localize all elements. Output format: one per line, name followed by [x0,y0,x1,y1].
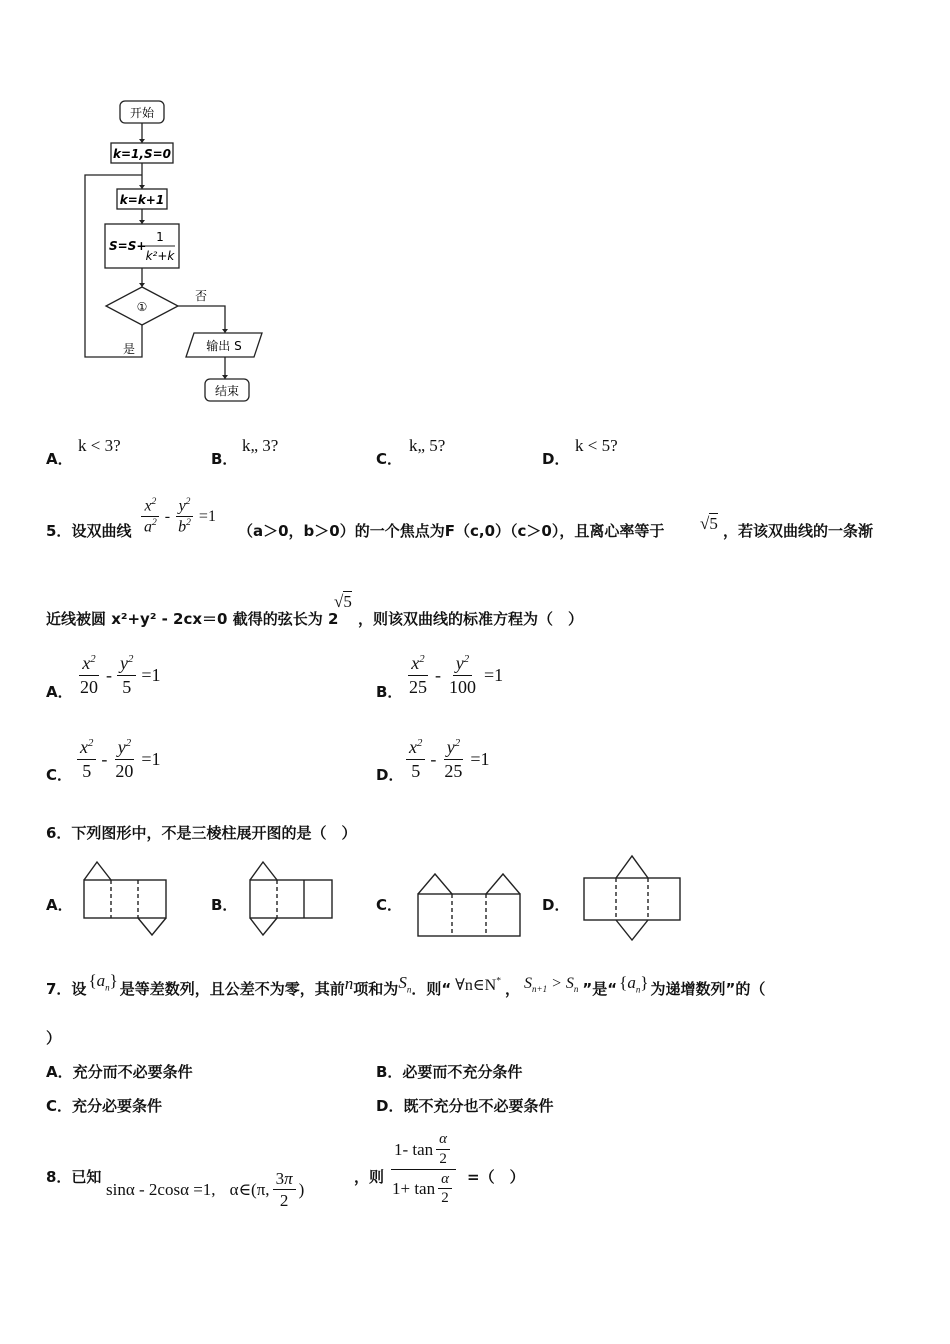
q5-option-a-eq: $\frac{x^2}{20}$ - $\frac{y^2}{5}$ =1 [80,653,161,697]
q5-option-b-eq: $\frac{x^2}{25}$ - $\frac{y^2}{100}$ =1 [409,653,504,697]
q7-option-d: D．既不充分也不必要条件 [376,1097,554,1115]
q5-sqrt5-chord: √5 [334,592,352,611]
flow-sum-den: k²+k [145,249,175,263]
flow-no-label: 否 [195,289,208,303]
q5-option-c-eq: $\frac{x^2}{5}$ - $\frac{y^2}{20}$ =1 [74,736,163,782]
q5-option-b-label: B． [376,683,403,701]
q5-condition: （a＞0，b＞0）的一个焦点为F（c,0）（c＞0），且离心率等于 [238,522,665,540]
flow-condition-text: ① [136,300,148,314]
flow-sum-num: 1 [156,230,164,244]
q4-option-a-expr: k < 3? [78,436,121,455]
q4-option-c-expr: k„ 5? [409,436,446,455]
q5-option-c-label: C． [46,766,73,784]
q8-intro: 8．已知 [46,1168,102,1186]
q4-option-b-label: B． [211,450,238,468]
flow-step-text: k=k+1 [119,193,165,207]
q5-option-d-eq: $\frac{x^2}{5}$ - $\frac{y^2}{25}$ =1 [403,736,492,782]
q6-option-c-label: C． [376,896,403,914]
q5-hyperbola-eq: $\frac{x^2}{a^2}$ - $\frac{y^2}{b^2}$ =1 [138,496,218,538]
q5-option-a-label: A． [46,683,73,701]
flow-sum-prefix: S=S+ [109,239,147,253]
q6-option-d-label: D． [542,896,570,914]
q7-option-c: C．充分必要条件 [46,1097,163,1115]
q7-option-a: A．充分而不必要条件 [46,1063,193,1081]
flow-output-text: 输出 S [206,339,242,353]
q5-intro: 5．设双曲线 [46,522,132,540]
q8-tail: =（ ） [467,1168,525,1186]
q5-tail: ，若该双曲线的一条渐 [723,522,874,540]
flowchart [75,95,275,410]
q8-condition: sinα - 2cosα =1, α∈(π, $\frac{3\pi}{2}$ ) [106,1169,305,1211]
flow-start-text: 开始 [129,106,155,120]
q5-sqrt5: √5 [700,514,718,533]
flow-init-text: k=1,S=0 [113,147,171,161]
q4-option-b-expr: k„ 3? [242,436,279,455]
q4-option-d-expr: k < 5? [575,436,618,455]
q8-tan-fraction: 1- tan $\frac{\alpha}{2}$ 1+ tan $\frac{\alpha}{2}$ [386,1130,461,1208]
q4-option-d-label: D． [542,450,570,468]
q6-net-c [414,868,524,940]
q5-line2-b: ，则该双曲线的标准方程为（ ） [358,610,584,628]
q5-line2-a: 近线被圆 x²+y² - 2cx＝0 截得的弦长为 2 [46,610,339,628]
q6-net-b [246,858,336,940]
q8-then: ，则 [354,1168,385,1186]
q6-net-d [580,852,690,944]
flow-yes-label: 是 [123,342,136,356]
q6-option-b-label: B． [211,896,238,914]
q6-question: 6．下列图形中，不是三棱柱展开图的是（ ） [46,824,357,842]
flow-end-text: 结束 [214,384,240,398]
q4-option-c-label: C． [376,450,403,468]
q6-net-a [80,858,170,938]
q7-option-b: B．必要而不充分条件 [376,1063,523,1081]
q5-option-d-label: D． [376,766,404,784]
q7-question: 7．设 $\{a_n\}$ 是等差数列，且公差不为零，其前 n 项和为 $S_n$ ．则“ ∀n∈N* ， $S_{n+1} > S_n$ ”是“ $\{a_n\}$ 为递增数列”的（ [46,971,766,999]
q4-option-a-label: A． [46,450,73,468]
q7-close: ） [46,1029,62,1047]
q6-option-a-label: A． [46,896,73,914]
